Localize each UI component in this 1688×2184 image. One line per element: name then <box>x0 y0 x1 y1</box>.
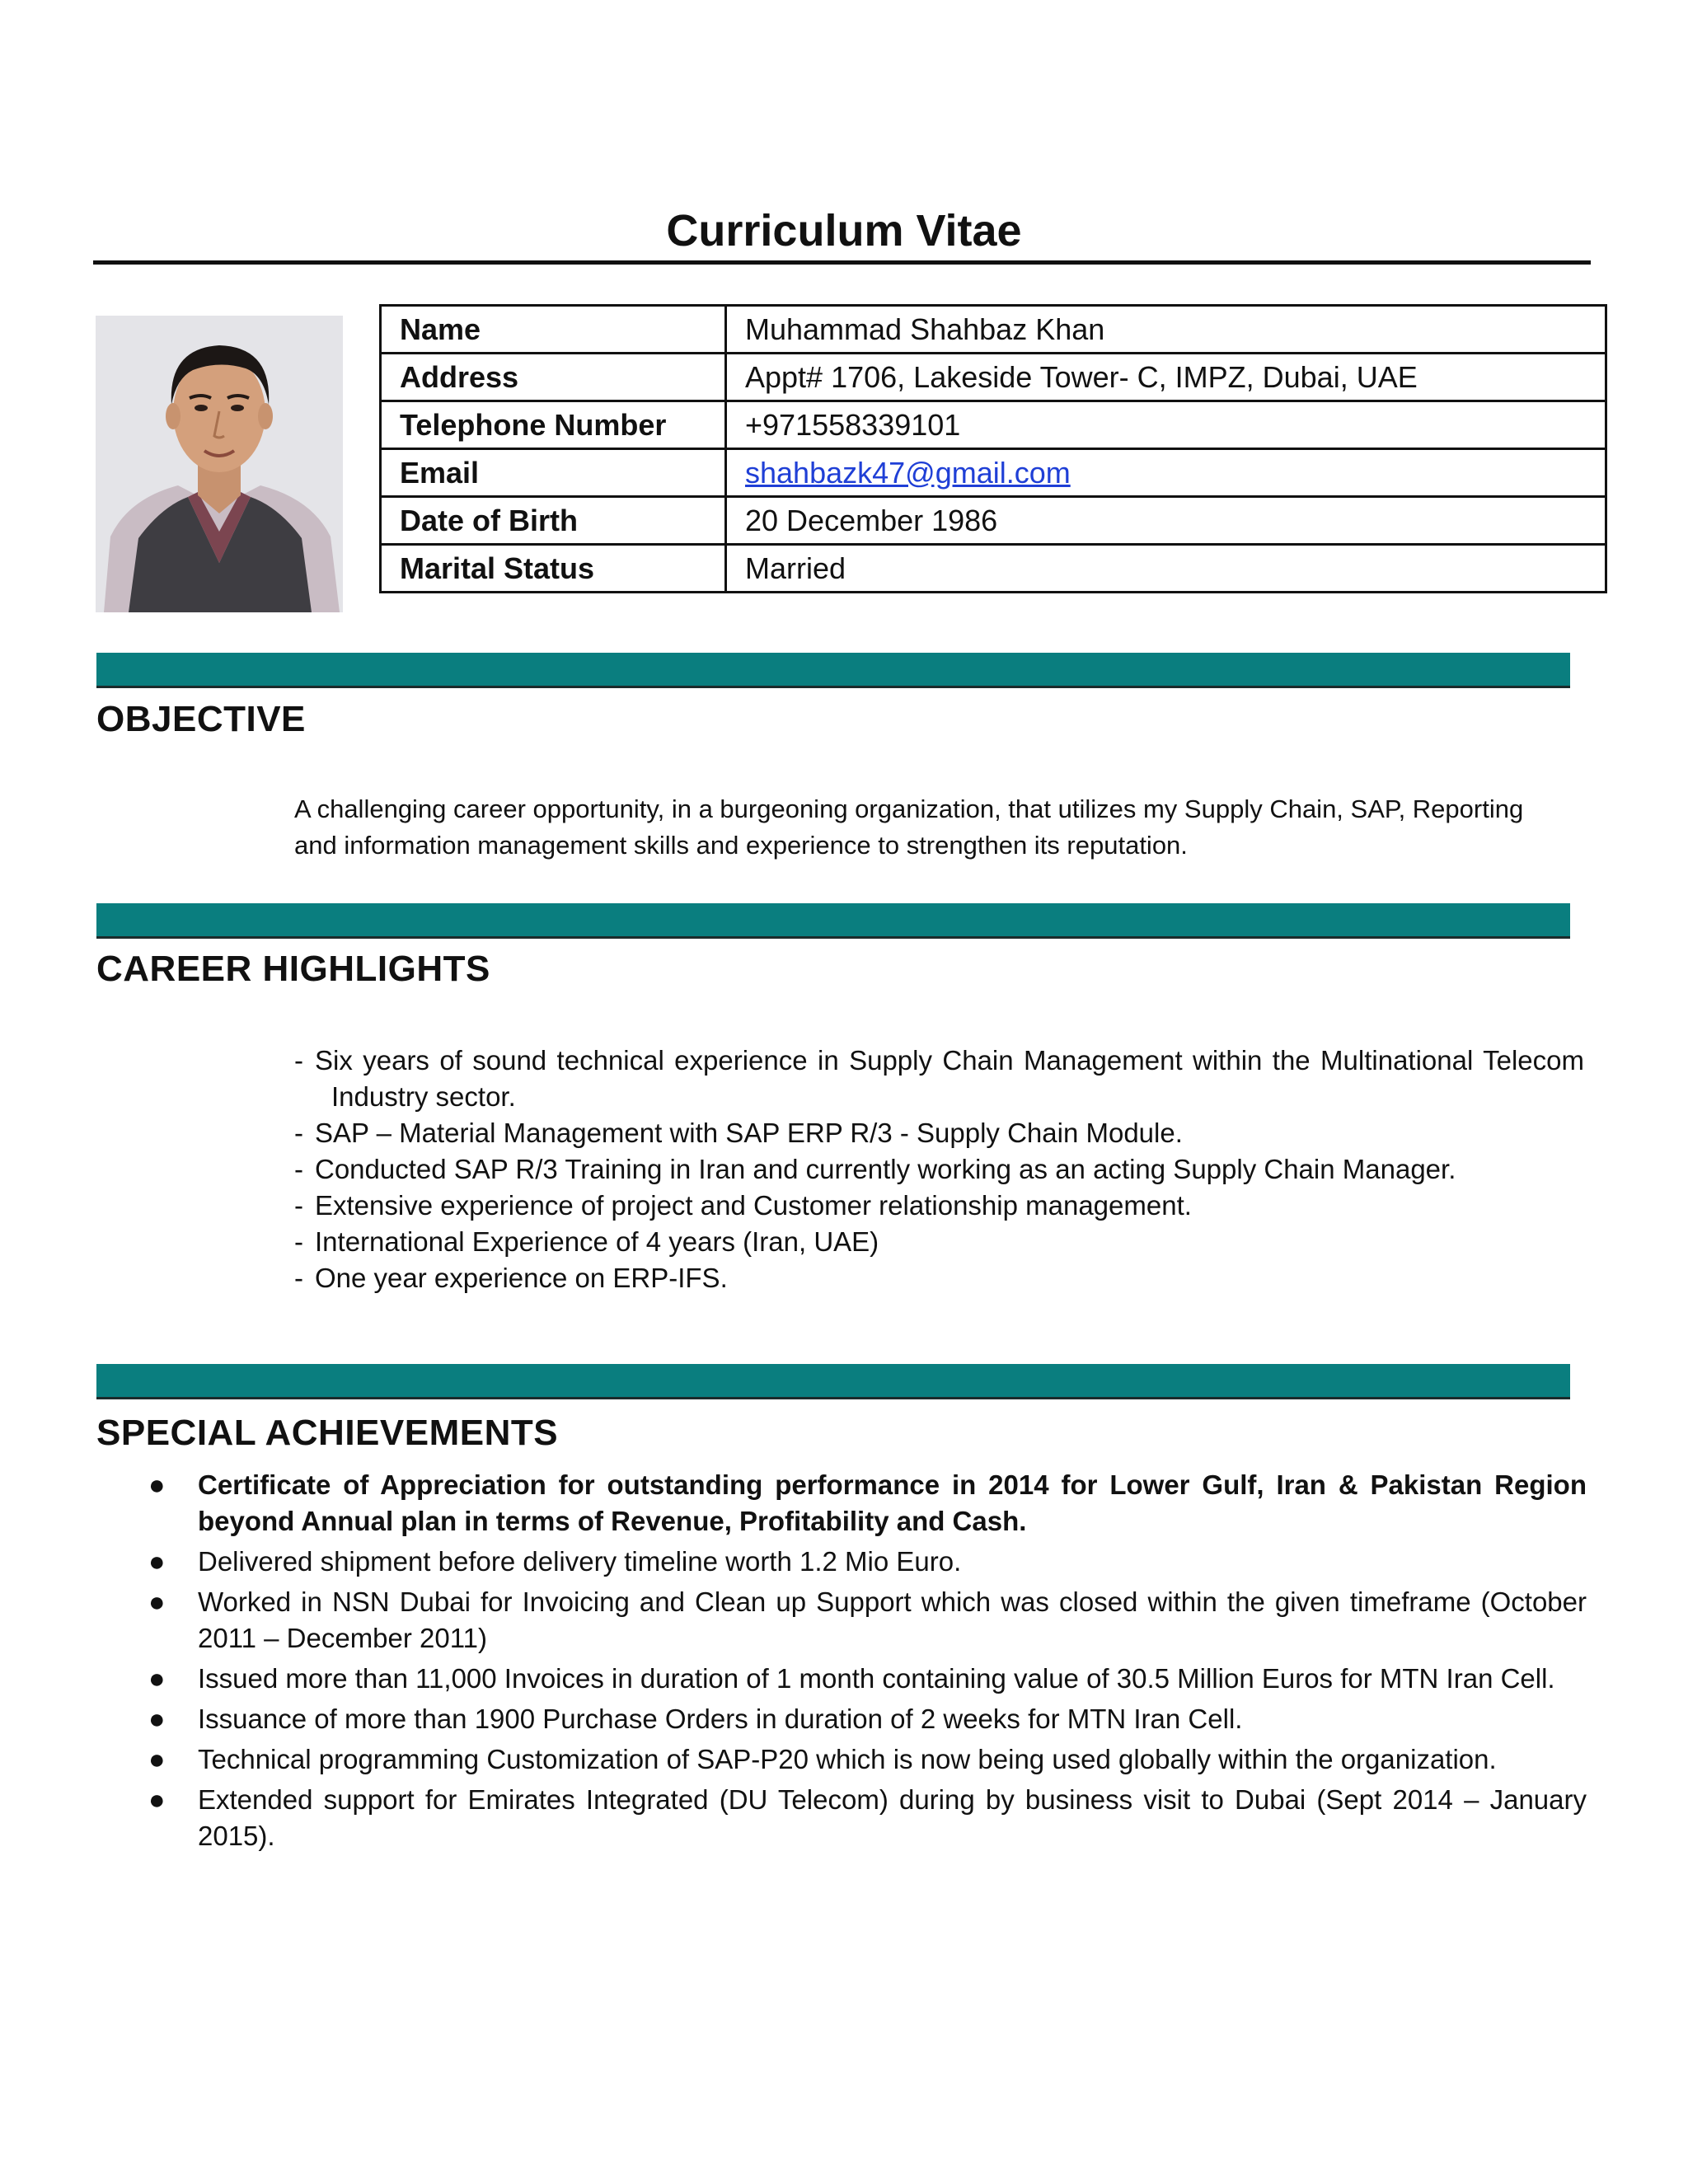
dash-marker: - <box>294 1154 303 1184</box>
address-value: Appt# 1706, Lakeside Tower- C, IMPZ, Dubai, UAE <box>726 354 1606 401</box>
marital-status-value: Married <box>726 545 1606 593</box>
email-link[interactable]: shahbazk47@gmail.com <box>745 455 1071 490</box>
list-item: - Extensive experience of project and Customer relationship management. <box>294 1188 1584 1224</box>
list-item: - SAP – Material Management with SAP ERP R/3 - Supply Chain Module. <box>294 1115 1584 1151</box>
list-item: - International Experience of 4 years (Iran, UAE) <box>294 1224 1584 1260</box>
bullet-icon: ● <box>148 1744 166 1775</box>
objective-section-band <box>96 653 1570 688</box>
email-label: Email <box>381 449 726 497</box>
bullet-icon: ● <box>148 1546 166 1577</box>
list-item: ● Extended support for Emirates Integrated (DU Telecom) during by business visit to Dubai (Sept 2014 – January 2015). <box>198 1782 1587 1854</box>
objective-heading: OBJECTIVE <box>96 699 306 739</box>
table-row <box>381 306 1606 354</box>
name-label: Name <box>381 306 726 354</box>
list-item: ● Certificate of Appreciation for outstanding performance in 2014 for Lower Gulf, Iran & Pakistan Region beyond Annual plan in terms of Revenue, Profitability and Cash. <box>198 1467 1587 1540</box>
bullet-icon: ● <box>148 1663 166 1694</box>
email-cell <box>726 449 1606 497</box>
list-item: - Six years of sound technical experience in Supply Chain Management within the Multinational Telecom Industry sector. <box>294 1043 1584 1115</box>
personal-info-table <box>379 304 1607 593</box>
list-item: ● Worked in NSN Dubai for Invoicing and Clean up Support which was closed within the given timeframe (October 2011 – December 2011) <box>198 1584 1587 1657</box>
bullet-icon: ● <box>148 1586 166 1618</box>
telephone-label: Telephone Number <box>381 401 726 449</box>
list-item: - One year experience on ERP-IFS. <box>294 1260 1584 1296</box>
bullet-icon: ● <box>148 1784 166 1816</box>
list-item: - Conducted SAP R/3 Training in Iran and currently working as an acting Supply Chain Manager. <box>294 1151 1584 1188</box>
dash-marker: - <box>294 1263 303 1293</box>
special-achievements-list <box>148 1467 1587 1858</box>
table-row <box>381 354 1606 401</box>
dash-marker: - <box>294 1118 303 1148</box>
special-achievements-section-band <box>96 1364 1570 1399</box>
dash-marker: - <box>294 1226 303 1257</box>
dob-value: 20 December 1986 <box>726 497 1606 545</box>
dash-marker: - <box>294 1190 303 1221</box>
address-label: Address <box>381 354 726 401</box>
title-underline <box>93 260 1591 265</box>
bullet-icon: ● <box>148 1704 166 1735</box>
bullet-icon: ● <box>148 1469 166 1501</box>
dob-label: Date of Birth <box>381 497 726 545</box>
telephone-value: +971558339101 <box>726 401 1606 449</box>
page-title: Curriculum Vitae <box>666 206 1022 255</box>
career-highlights-list <box>294 1043 1584 1296</box>
name-value: Muhammad Shahbaz Khan <box>726 306 1606 354</box>
list-item: ● Issued more than 11,000 Invoices in duration of 1 month containing value of 30.5 Million Euros for MTN Iran Cell. <box>198 1661 1587 1697</box>
table-row <box>381 401 1606 449</box>
list-item: ● Delivered shipment before delivery timeline worth 1.2 Mio Euro. <box>198 1544 1587 1580</box>
objective-text: A challenging career opportunity, in a burgeoning organization, that utilizes my Supply Chain, SAP, Reporting and information management skills and experience to strengthen its reputation. <box>294 794 1524 860</box>
profile-photo <box>96 316 343 612</box>
table-row <box>381 449 1606 497</box>
list-item: ● Technical programming Customization of SAP-P20 which is now being used globally within the organization. <box>198 1741 1587 1778</box>
career-highlights-heading: CAREER HIGHLIGHTS <box>96 949 490 989</box>
career-highlights-section-band <box>96 903 1570 939</box>
marital-status-label: Marital Status <box>381 545 726 593</box>
special-achievements-heading: SPECIAL ACHIEVEMENTS <box>96 1413 559 1453</box>
dash-marker: - <box>294 1045 303 1076</box>
table-row <box>381 545 1606 593</box>
table-row <box>381 497 1606 545</box>
list-item: ● Issuance of more than 1900 Purchase Orders in duration of 2 weeks for MTN Iran Cell. <box>198 1701 1587 1737</box>
